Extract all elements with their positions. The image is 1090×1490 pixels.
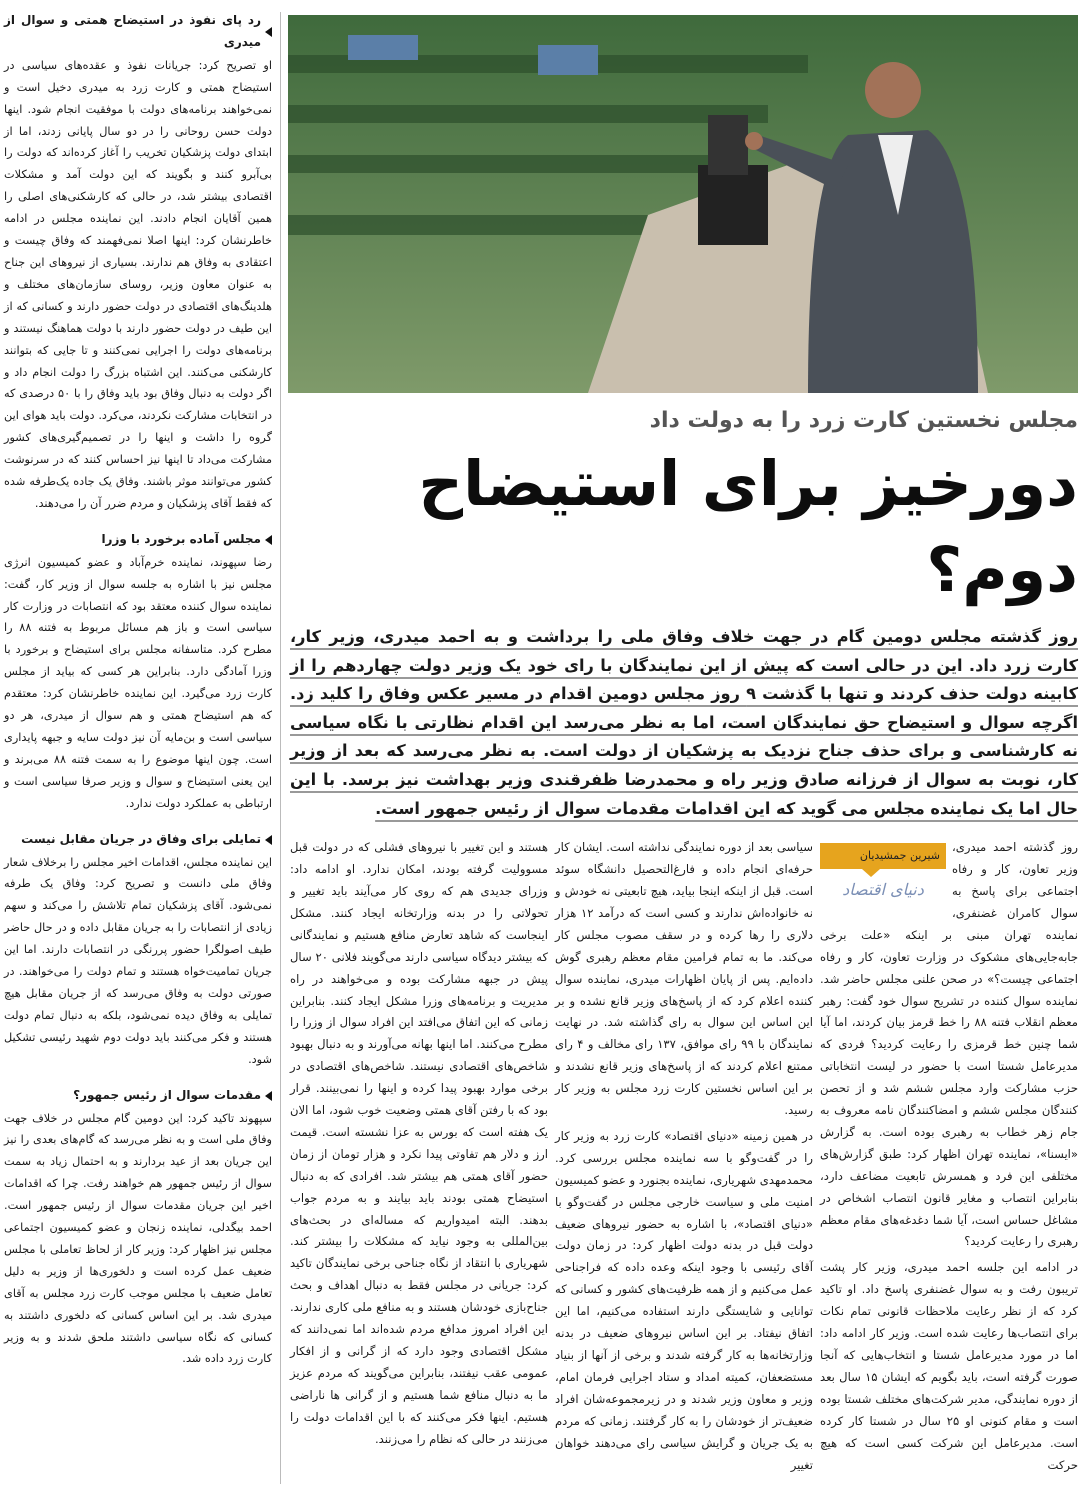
- section-heading-text: مجلس آماده برخورد با وزرا: [101, 531, 261, 546]
- section-heading: [4, 1085, 272, 1107]
- parliament-speaker-photo: [288, 15, 1078, 393]
- paragraph: روز گذشته احمد میدری، وزیر تعاون، کار و رفاه اجتماعی برای پاسخ به سوال کامران غضنفری، نماینده تهران مبنی بر اینکه «علت برخی جابه‌جایی‌های مشکوک در وزارت تعاون، کار و رفاه اجتماعی چیست؟» در صحن علنی مجلس حاضر شد. نماینده سوال کننده در تشریح سوال خود گفت: رهبر معظم انقلاب فتنه ۸۸ را خط قرمز بیان کردند، اما آیا شما چنین خط قرمزی را رعایت کردید؟ فردی که مدیرعامل شستا است با حضور در لیست انتخاباتی حزب مشارکت وارد مجلس ششم شد و از تحصن کنندگان مجلس ششم و امضاکنندگان نامه معروف به جام زهر خطاب به رهبری بوده است. به گزارش «ایسنا»، نماینده تهران اظهار کرد: طبق گزارش‌های مختلفی این فرد و همسرش تابعیت مضاعف دارد، بنابراین انتصاب و مغایر قانون انتصاب اشخاص در مشاغل حساس است، آیا شما دغدغه‌های مقام معظم رهبری را رعایت کردید؟: [820, 840, 1078, 1249]
- section-heading-text: رد پای نفوذ در استیضاح همتی و سوال از میدری: [4, 13, 261, 49]
- sidebar-section: [4, 829, 272, 1071]
- article-column: [290, 837, 548, 1480]
- section-heading-text: مقدمات سوال از رئیس جمهور؟: [73, 1087, 261, 1102]
- sidebar-section: [4, 1085, 272, 1371]
- article-headline: دورخیز برای استیضاح دوم؟: [418, 447, 1078, 606]
- byline-box: [820, 843, 946, 901]
- section-body: او تصریح کرد: جریانات نفوذ و عقده‌های سیاسی در استیضاح همتی و کارت زرد به میدری دخیل است و نمی‌خواهند برنامه‌های دولت با موفقیت انجام شود. اینها دولت حسن روحانی را در دو سال پایانی زدند، اما از ابتدای دولت پزشکیان تخریب را آغاز کرده‌اند که دولت را بی‌آبرو کنند و بگویند که این دولت آمد و مشکلات اقتصادی بیشتر شد، در حالی که کارشکنی‌های اصلی را همین آقایان انجام دادند. این نماینده مجلس در ادامه خاطرنشان کرد: اینها اصلا نمی‌فهمند که وفاق چیست و اعتقادی به وفاق هم ندارند. بسیاری از نیروهای این جناح به عنوان معاون وزیر، روسای سازمان‌های مختلف و هلدینگ‌های اقتصادی در دولت حضور دارند و کسانی که از این طیف در دولت حضور دارند با دولت هماهنگ نیستند و برنامه‌های دولت را اجرایی نمی‌کنند و تا جایی که بتوانند کارشکنی می‌کنند. این اشتباه بزرگ را دولت انجام داد و اگر دولت به دنبال وفاق بود باید وفاق را با ۵۰ درصدی که در انتخابات مشارکت نکردند، می‌کرد. دولت باید هوای این گروه را داشت و اینها را در تصمیم‌گیری‌های کشور مشارکت می‌داد تا اینها نیز احساس کنند که در سرنوشت کشور می‌توانند موثر باشند. وفاق یک جاده یک‌طرفه شده که فقط آقای پزشکیان و مردم ضرر آن را می‌دهند.: [4, 58, 273, 510]
- triangle-bullet-icon: [265, 535, 272, 545]
- section-body: رضا سپهوند، نماینده خرم‌آباد و عضو کمیسیون انرژی مجلس نیز با اشاره به جلسه سوال از وزیر کار، گفت: نماینده سوال کننده معتقد بود که انتصابات در وزارت کار سیاسی است و باز هم مسائل مربوط به فتنه ۸۸ را مطرح کرد. متاسفانه مجلس برای استیضاح و برخورد با وزرا آمادگی دارد. بنابراین هر کسی که بیاید از مجلس کارت زرد می‌گیرد. این نماینده خاطرنشان کرد: معتقدم که هم استیضاح همتی و هم سوال از میدری، هر دو سیاسی است و بن‌مایه آن نیز دولت سایه و جبهه پایداری است. چون اینها موضوع را به سمت فتنه ۸۸ می‌برند و این یعنی استیضاح و سوال و وزیر صرفا سیاسی است و ارتباطی به عملکرد دولت ندارد.: [4, 555, 273, 810]
- lead-text: روز گذشته مجلس دومین گام در جهت خلاف وفاق ملی را برداشت و به احمد میدری، وزیر کار، کارت زرد داد. این در حالی است که پیش از این نمایندگان با رای خود یک وزیر دولت چهاردهم را از کابینه دولت حذف کردند و تنها با گذشت ۹ روز مجلس دومین اقدام در مسیر عکس وفاق را کلید زد. اگرچه سوال و استیضاح حق نمایندگان است، اما به نظر می‌رسد این اقدام نظارتی با نگاه سیاسی نه کارشناسی و برای حذف جناح نزدیک به پزشکیان از دولت است. به نظر می‌رسد که بعد از وزیر کار، نوبت به سوال از فرزانه صادق وزیر راه و محمدرضا ظفرقندی وزیر بهداشت نیز برسد. با این حال اما یک نماینده مجلس می گوید که این اقدامات مقدمات سوال از رئیس جمهور است.: [290, 627, 1078, 818]
- article-main: [290, 405, 1078, 1480]
- section-heading: [4, 10, 272, 54]
- section-heading-text: تمایلی برای وفاق در جریان مقابل نیست: [21, 831, 261, 846]
- paragraph: سیاسی بعد از دوره نمایندگی نداشته است. ایشان کار حرفه‌ای انجام داده و فارغ‌التحصیل دانشگاه سوئد است. قبل از اینکه اینجا بیاید، هیچ تابعیتی نه خودش و نه خانواده‌اش ندارند و کسی است که درآمد ۱۲ هزار دلاری را رها کرده و در سقف مصوب مجلس کار می‌کند. ما به تمام فرامین مقام معظم رهبری گوش داده‌ایم. پس از پایان اظهارات میدری، نماینده سوال کننده اعلام کرد که از پاسخ‌های وزیر قانع نشده و بر این اساس این سوال به رای گذاشته شد. در نهایت نمایندگان با ۹۹ رای موافق، ۱۳۷ رای مخالف و ۴ رای ممتنع اعلام کردند که از پاسخ‌های وزیر قانع نشدند و بر این اساس نخستین کارت زرد مجلس به وزیر کار رسید.: [555, 840, 813, 1118]
- section-heading: [4, 829, 272, 851]
- triangle-bullet-icon: [265, 1091, 272, 1101]
- article-subtitle: مجلس نخستین کارت زرد را به دولت داد: [649, 408, 1078, 433]
- section-body: سپهوند تاکید کرد: این دومین گام مجلس در خلاف جهت وفاق ملی است و به نظر می‌رسد که گام‌های بعدی را نیز این جریان بعد از عید بردارند و به احتمال زیاد به سمت سوال از رئیس جمهور هم خواهند رفت. چرا که اقدامات اخیر این جریان مقدمات سوال از رئیس جمهور است. احمد بیگدلی، نماینده زنجان و عضو کمیسیون اجتماعی مجلس نیز اظهار کرد: وزیر کار از لحاظ تعاملی با مجلس ضعیف عمل کرده است و دلخوری‌ها از وزیر به دلیل تعامل ضعیف با مجلس موجب کارت زرد مجلس به آقای میدری شد. بر این اساس کسانی که دلخوری داشتند به کسانی که نگاه سیاسی داشتند ملحق شدند و به وزیر کارت زرد داده شد.: [4, 1111, 272, 1366]
- triangle-bullet-icon: [265, 835, 272, 845]
- article-columns: [290, 837, 1078, 1480]
- section-body: این نماینده مجلس، اقدامات اخیر مجلس را برخلاف شعار وفاق ملی دانست و تصریح کرد: وفاق یک طرفه نمی‌شود. آقای پزشکیان تمام تلاشش را می‌کند و سهم زیادی از انتصابات را به جریان مقابل داده و در حال حاضر طیف اصولگرا حضور پررنگی در انتصابات دارند. اما این جریان تمامیت‌خواه هستند و تمام دولت را می‌خواهند. در صورتی دولت به وفاق می‌رسد که از جریان مقابل هیچ تمایلی به وفاق دیده نمی‌شود، بلکه به دنبال تمام دولت هستند و فکر می‌کنند باید دولت دوم شهید رئیسی تشکیل شود.: [4, 855, 272, 1066]
- article-column: [555, 837, 813, 1480]
- section-heading: [4, 529, 272, 551]
- paragraph: در ادامه این جلسه احمد میدری، وزیر کار پشت تریبون رفت و به سوال غضنفری پاسخ داد. او تاکید کرد که از نظر رعایت ملاحظات قانونی تمام نکات برای انتصاب‌ها رعایت شده است. وزیر کار ادامه داد: اما در مورد مدیرعامل شستا و انتخاب‌هایی که آنجا صورت گرفته است، باید بگویم که ایشان ۱۵ سال بعد از دوره نمایندگی، مدیر شرکت‌های مختلف شستا بوده است و مقام کنونی او ۲۵ سال در شستا کار کرده است. مدیرعامل این شرکت کسی است که هیچ حرکت: [820, 1260, 1078, 1472]
- article-lead: [290, 623, 1078, 823]
- triangle-bullet-icon: [265, 27, 272, 37]
- publication-logo: دنیای اقتصاد: [842, 880, 924, 900]
- column-divider: [280, 12, 281, 1484]
- sidebar-column: [4, 10, 272, 1384]
- article-column: [820, 837, 1078, 1480]
- paragraph: در همین زمینه «دنیای اقتصاد» کارت زرد به وزیر کار را در گفت‌وگو با سه نماینده مجلس بررسی کرد. محمدمهدی شهریاری، نماینده بجنورد و عضو کمیسیون امنیت ملی و سیاست خارجی مجلس در گفت‌وگو با «دنیای اقتصاد»، با اشاره به حضور نیروهای ضعیف دولت قبل در بدنه دولت اظهار کرد: در زمان دولت آقای رئیسی با وجود اینکه وعده داده که فراجناحی عمل می‌کنیم و از همه ظرفیت‌های کشور و کسانی که توانایی و شایستگی دارند استفاده می‌کنیم، اما این اتفاق نیفتاد. بر این اساس نیروهای ضعیف در بدنه وزارتخانه‌ها به کار گرفته شدند و برخی از آنها از بنیاد مستضعفان، کمیته امداد و ستاد اجرایی فرمان امام، وزیر و معاون وزیر شدند و در زیرمجموعه‌شان افراد ضعیف‌تر از خودشان را به کار گرفتند. زمانی که مردم به یک جریان و گرایش سیاسی رای می‌دهند خواهان تغییر: [555, 1128, 813, 1472]
- article-photo: [288, 15, 1078, 393]
- sidebar-section: [4, 529, 272, 815]
- paragraph: هستند و این تغییر با نیروهای فشلی که در دولت قبل مسوولیت گرفته بودند، امکان ندارد. او ادامه داد: وزرای جدیدی هم که روی کار می‌آیند باید تغییر و تحولاتی را در بدنه وزارتخانه ایجاد کنند. مشکل اینجاست که شاهد تعارض منافع هستیم و نمایندگانی که بیشتر دیدگاه سیاسی دارند می‌گویند فلانی ۲۰ سال پیش در جبهه مشارکت بوده و می‌خواهند در راه مدیریت و برنامه‌های وزرا مشکل ایجاد کنند. بنابراین زمانی که این اتفاق می‌افتد این افراد سوال از وزرا را مطرح می‌کنند. اما اینها بهانه می‌آورند و به دنبال بهبود شاخص‌های اقتصادی نیستند. شاخص‌های اقتصادی در برخی موارد بهبود پیدا کرده و اینها را نمی‌بینند. قرار بود که با رفتن آقای همتی وضعیت خوب شود، اما الان یک هفته است که بورس به عزا نشسته است. قیمت ارز و دلار هم تفاوتی پیدا نکرد و هزار تومان از زمان حضور آقای همتی هم بیشتر شد. افرادی که به دنبال استیضاح همتی بودند باید بیایند و به مردم جواب بدهند. البته امیدواریم که مساله‌ای در بحث‌های بین‌المللی به وجود نیاید که مشکلات را بیشتر کند. شهریاری با انتقاد از نگاه جناحی برخی نمایندگان تاکید کرد: جریانی در مجلس فقط به دنبال اهداف و بحث جناح‌بازی خودشان هستند و به منافع ملی کاری ندارند. این افراد امروز مدافع مردم شده‌اند اما نمی‌دانند که مشکل اقتصادی وجود دارد که از گرانی و از افکار عمومی عقب نیفتند، بنابراین می‌گویند که مردم عزیز ما به دنبال منافع شما هستیم و از گرانی ها ناراضی هستیم. اینها فکر می‌کنند که با این اقدامات دولت را می‌زنند در حالی که نظام را می‌زنند.: [290, 840, 548, 1446]
- sidebar-section: [4, 10, 272, 515]
- author-name: شیرین جمشیدیان: [820, 843, 946, 869]
